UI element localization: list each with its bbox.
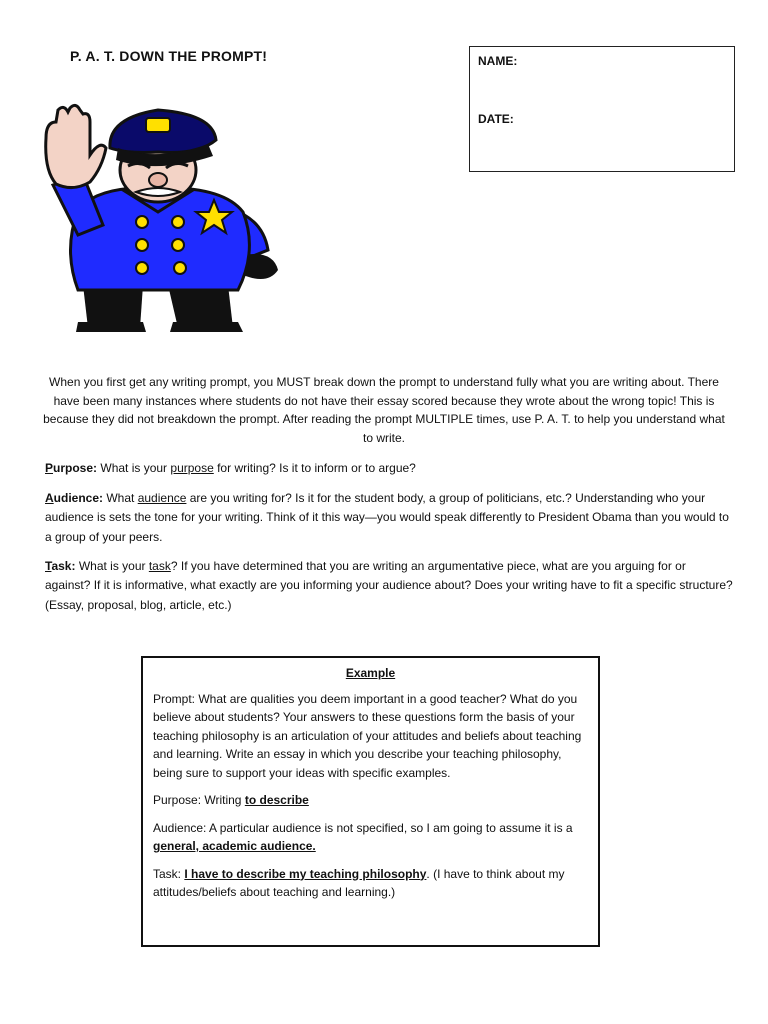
purpose-paragraph <box>45 459 733 478</box>
purpose-text-2: for writing? Is it to inform or to argue? <box>213 461 416 475</box>
example-purpose-label: Purpose: Writing <box>153 793 245 807</box>
police-officer-stop-icon <box>38 100 288 340</box>
intro-paragraph: When you first get any writing prompt, you MUST break down the prompt to understand fully what you are writing about. There have been many instances where students do not have their essay scored because they wrote about the wrong topic! This is because they did not breakdown the prompt. After reading the prompt MULTIPLE times, use P. A. T. to help you understand what to write. <box>43 375 725 445</box>
task-text-1: What is your <box>75 559 149 573</box>
example-box <box>141 656 600 947</box>
name-date-box <box>469 46 735 172</box>
purpose-text-1: What is your <box>97 461 171 475</box>
purpose-keyword: purpose <box>170 461 214 475</box>
example-purpose <box>153 791 588 810</box>
audience-text-2: are you writing for? Is it for the student body, a group of politicians, etc.? Understanding who your audience is sets the tone for your writing. Think of it this way—you would speak differently to President Obama than you would to a group of your peers. <box>45 491 729 544</box>
audience-text-1: What <box>103 491 138 505</box>
task-paragraph <box>45 557 733 615</box>
example-audience-value: general, academic audience. <box>153 839 316 853</box>
example-task <box>153 865 588 902</box>
example-task-rest: . (I have to think about my attitudes/beliefs about teaching and learning.) <box>153 866 565 899</box>
audience-paragraph <box>45 489 733 547</box>
page-title: P. A. T. DOWN THE PROMPT! <box>70 48 268 64</box>
example-heading: Example <box>345 666 396 680</box>
audience-initial: A <box>45 491 54 505</box>
task-keyword: task <box>148 559 171 573</box>
example-prompt: Prompt: What are qualities you deem important in a good teacher? What do you believe about students? Your answers to these questions form the basis of your teaching philosophy is an articulation of your attitudes and beliefs about teaching and learning. Write an essay in which you describe your teaching philosophy, being sure to support your ideas with specific examples. <box>153 691 582 780</box>
example-audience <box>153 819 588 856</box>
example-purpose-value: to describe <box>244 793 309 807</box>
task-initial: T <box>45 559 52 573</box>
purpose-heading: urpose: <box>53 461 98 475</box>
audience-keyword: audience <box>137 491 187 505</box>
example-task-value: I have to describe my teaching philosophy <box>184 866 427 881</box>
purpose-initial: P <box>45 461 54 475</box>
date-label: DATE: <box>478 112 514 126</box>
task-heading: ask: <box>51 559 76 573</box>
example-task-label: Task: <box>153 866 185 881</box>
task-text-2: ? If you have determined that you are writing an argumentative piece, what are you arguing for or against? If it is informative, what exactly are you informing your audience about? Does your writing have to fit a specific structure? (Essay, proposal, blog, article, etc.) <box>45 559 733 612</box>
example-audience-label: Audience: A particular audience is not specified, so I am going to assume it is a <box>153 820 573 835</box>
name-label: NAME: <box>478 54 518 68</box>
audience-heading: udience: <box>53 491 104 505</box>
